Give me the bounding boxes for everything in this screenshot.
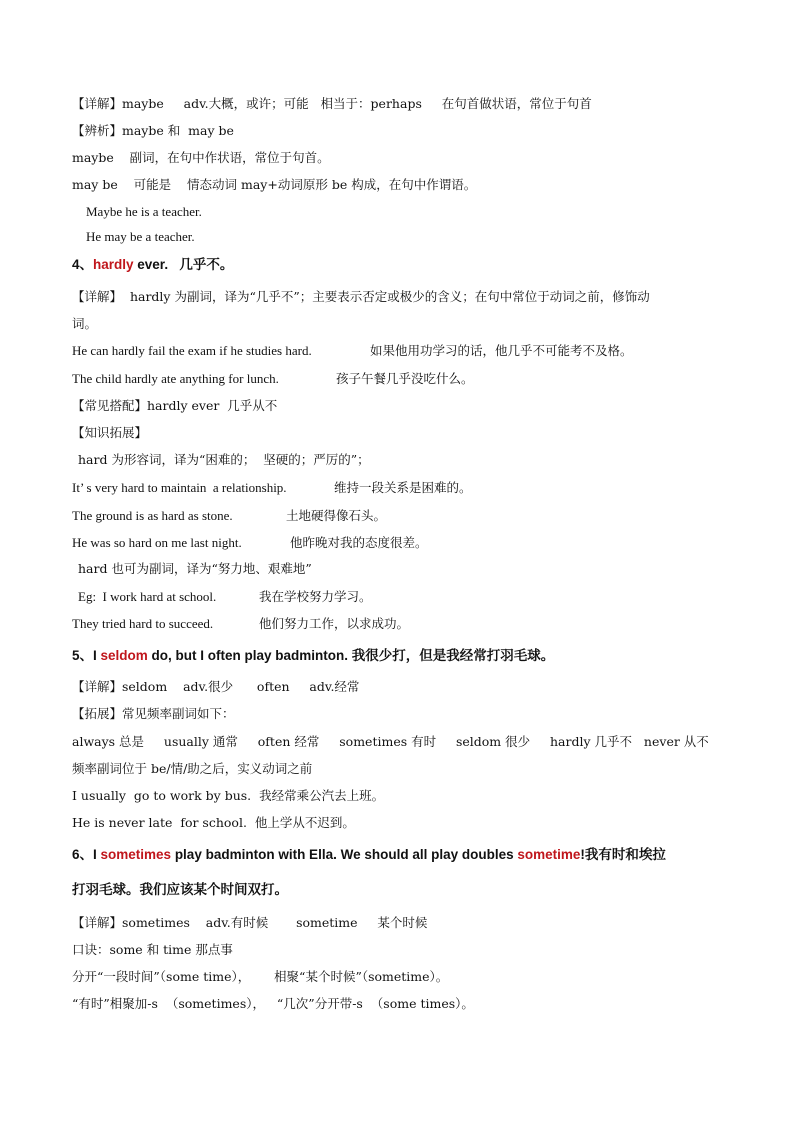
example-usually: I usually go to work by bus. 我经常乘公汽去上班。 — [72, 788, 385, 803]
example-hard-4-cn: 我在学校努力学习。 — [259, 589, 372, 604]
heading-6-text-end: !我有时和埃拉 — [580, 847, 666, 862]
heading-6-number: 6、I — [72, 847, 101, 862]
example-hardly-2-en: The child hardly ate anything for lunch. — [72, 371, 279, 386]
heading-4 — [72, 255, 233, 275]
heading-5-text: do, but I often play badminton. 我很少打，但是我经常打羽毛球。 — [147, 648, 555, 663]
example-hard-3-en: He was so hard on me last night. — [72, 535, 242, 550]
hard-adjective: hard 为形容词，译为“困难的； 坚硬的；严厉的”； — [78, 452, 370, 467]
example-hardly-2-cn: 孩子午餐几乎没吃什么。 — [336, 371, 474, 386]
maybe-definition: maybe 副词，在句中作状语，常位于句首。 — [72, 150, 330, 165]
knowledge-heading: 【知识拓展】 — [72, 425, 148, 440]
heading-6-text: play badminton with Ella. We should all play doubles — [171, 847, 518, 862]
example-hard-3-cn: 他昨晚对我的态度很差。 — [290, 535, 428, 550]
detail-hardly: 【详解】 hardly 为副词，译为“几乎不”；主要表示否定或极少的含义；在句中常位于动词之前，修饰动 — [72, 289, 650, 304]
may-be-definition: may be 可能是 情态动词 may+动词原形 be 构成，在句中作谓语。 — [72, 177, 477, 192]
frequency-adverbs: always 总是 usually 通常 often 经常 sometimes 有时 seldom 很少 hardly 几乎不 never 从不 — [72, 734, 709, 749]
mnemonic-line-1: 分开“一段时间”（some time）， 相聚“某个时候”（sometime）。 — [72, 969, 449, 984]
collocation: 【常见搭配】hardly ever 几乎从不 — [72, 398, 278, 413]
heading-4-keyword: hardly — [93, 257, 134, 272]
heading-6 — [72, 845, 666, 865]
mnemonic-line-2: “有时”相聚加-s （sometimes）， “几次”分开带-s （some times）。 — [72, 996, 474, 1011]
example-may-be: He may be a teacher. — [86, 229, 195, 244]
example-never: He is never late for school. 他上学从不迟到。 — [72, 815, 355, 830]
heading-5-number: 5、I — [72, 648, 101, 663]
example-maybe: Maybe he is a teacher. — [86, 204, 202, 219]
frequency-rule: 频率副词位于 be/情/助之后，实义动词之前 — [72, 761, 313, 776]
example-hard-4-en: Eg: I work hard at school. — [78, 589, 217, 604]
mnemonic-heading: 口诀：some 和 time 那点事 — [72, 942, 233, 957]
heading-4-number: 4、 — [72, 257, 94, 272]
example-hard-5-cn: 他们努力工作，以求成功。 — [259, 616, 410, 631]
heading-5 — [72, 646, 554, 666]
detail-maybe: 【详解】maybe adv.大概，或许；可能 相当于：perhaps 在句首做状语，常位于句首 — [72, 96, 592, 111]
example-hardly-1-en: He can hardly fail the exam if he studies hard. — [72, 343, 312, 358]
example-hard-1-cn: 维持一段关系是困难的。 — [334, 480, 472, 495]
hard-adverb: hard 也可为副词，译为“努力地、艰难地” — [78, 561, 312, 576]
example-hard-2-en: The ground is as hard as stone. — [72, 508, 233, 523]
heading-6-keyword-1: sometimes — [100, 847, 172, 862]
detail-sometimes: 【详解】sometimes adv.有时候 sometime 某个时候 — [72, 915, 428, 930]
detail-seldom: 【详解】seldom adv.很少 often adv.经常 — [72, 679, 360, 694]
example-hard-1-en: It’ s very hard to maintain a relationship. — [72, 480, 287, 495]
example-hard-5-en: They tried hard to succeed. — [72, 616, 214, 631]
detail-hardly-cont: 词。 — [72, 316, 98, 331]
compare-heading: 【辨析】maybe 和 may be — [72, 123, 234, 138]
heading-6-line-2: 打羽毛球。我们应该某个时间双打。 — [72, 882, 288, 897]
extension-heading: 【拓展】常见频率副词如下： — [72, 706, 235, 721]
heading-6-keyword-2: sometime — [517, 847, 581, 862]
example-hardly-1-cn: 如果他用功学习的话，他几乎不可能考不及格。 — [370, 343, 633, 358]
heading-5-keyword: seldom — [100, 648, 148, 663]
example-hard-2-cn: 土地硬得像石头。 — [286, 508, 387, 523]
heading-4-text: ever. 几乎不。 — [133, 257, 234, 272]
